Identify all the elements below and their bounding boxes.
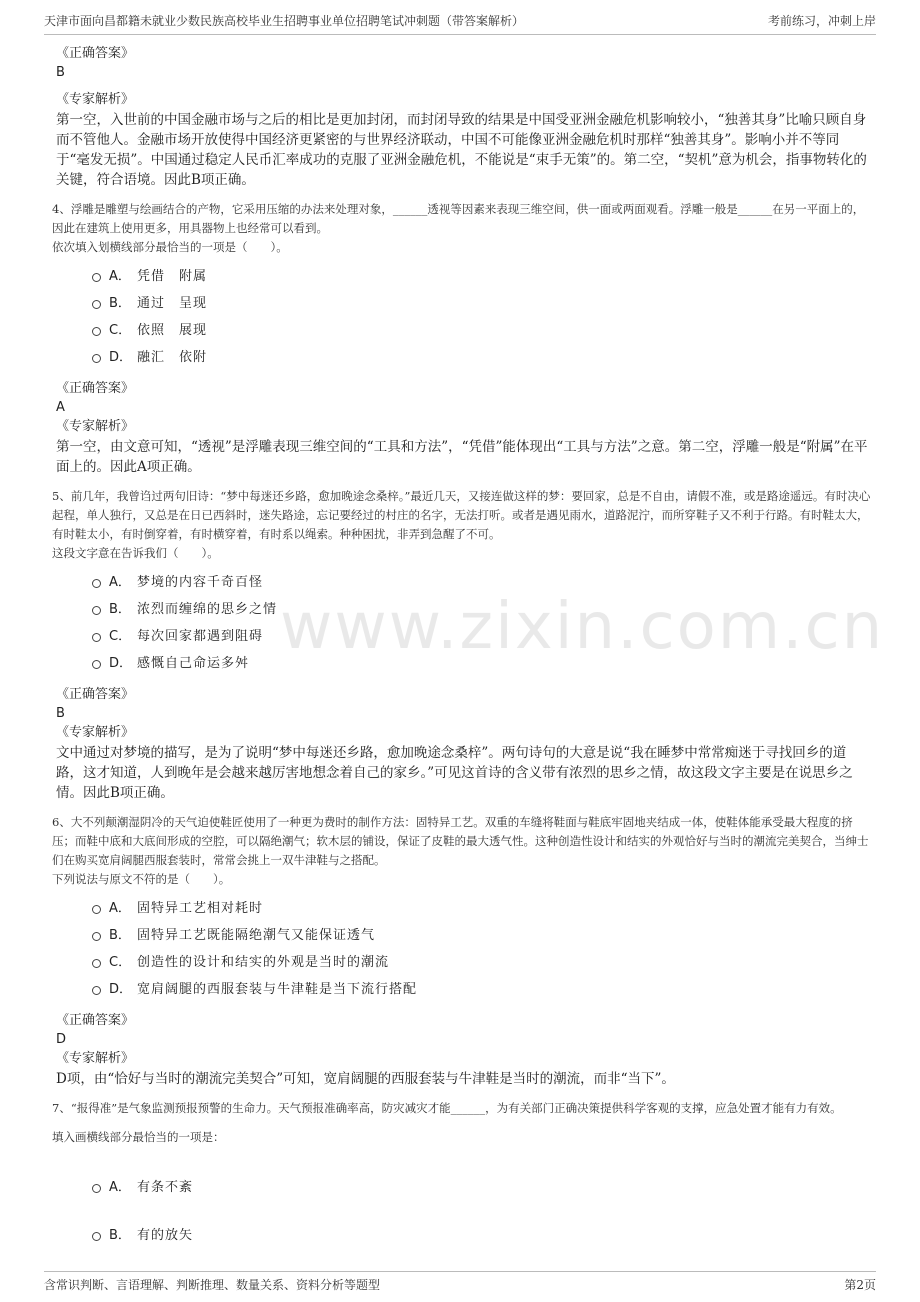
- question-prompt: 依次填入划横线部分最恰当的一项是（ ）。: [52, 240, 288, 254]
- radio-icon[interactable]: [92, 959, 101, 968]
- option-c[interactable]: C． 依照 展现: [92, 315, 872, 342]
- radio-icon[interactable]: [92, 273, 101, 282]
- explanation-text: 第一空，由文意可知，“透视”是浮雕表现三维空间的“工具和方法”，“凭借”能体现出“工具与方法”之意。第二空，浮雕一般是“附属”在平面上的。因此A项正确。: [56, 439, 868, 475]
- radio-icon[interactable]: [92, 633, 101, 642]
- answer-value: A: [56, 400, 65, 415]
- option-c[interactable]: C． 创造性的设计和结实的外观是当时的潮流: [92, 947, 872, 974]
- option-b[interactable]: B． 浓烈而缠绵的思乡之情: [92, 594, 872, 621]
- option-list: [92, 567, 872, 675]
- radio-icon[interactable]: [92, 986, 101, 995]
- radio-icon[interactable]: [92, 660, 101, 669]
- option-b[interactable]: B． 固特异工艺既能隔绝潮气又能保证透气: [92, 920, 872, 947]
- option-a[interactable]: A． 凭借 附属: [92, 261, 872, 288]
- option-a[interactable]: A． 梦境的内容千奇百怪: [92, 567, 872, 594]
- document-body: [52, 44, 872, 1253]
- option-list: [92, 261, 872, 369]
- answer-label: 《正确答案》: [56, 46, 135, 61]
- explanation-label: 《专家解析》: [56, 92, 135, 107]
- option-list: [92, 893, 872, 1001]
- radio-icon[interactable]: [92, 905, 101, 914]
- option-b[interactable]: B． 有的放矢: [92, 1213, 872, 1253]
- document-title: 天津市面向昌都籍未就业少数民族高校毕业生招聘事业单位招聘笔试冲刺题（带答案解析）: [44, 14, 525, 28]
- question-prompt: 填入画横线部分最恰当的一项是：: [52, 1130, 225, 1144]
- page-header: [44, 12, 876, 35]
- explanation-text: D项，由“恰好与当时的潮流完美契合”可知，宽肩阔腿的西服套装与牛津鞋是当时的潮流，而非“当下”。: [56, 1071, 675, 1087]
- option-d[interactable]: D． 融汇 依附: [92, 342, 872, 369]
- radio-icon[interactable]: [92, 1184, 101, 1193]
- option-b[interactable]: B． 通过 呈现: [92, 288, 872, 315]
- explanation-label: 《专家解析》: [56, 725, 135, 740]
- footer-question-types: 含常识判断、言语理解、判断推理、数量关系、资料分析等题型: [44, 1278, 381, 1292]
- question-stem: 6、大不列颠潮湿阴冷的天气迫使鞋匠使用了一种更为费时的制作方法：固特异工艺。双重的车缝将鞋面与鞋底牢固地夹结成一体，使鞋体能承受最大程度的挤压；而鞋中底和大底间形成的空腔，可以隔绝潮气；软木层的铺设，保证了皮鞋的最大透气性。这种创造性设计和结实的外观恰好与当时的潮流完美契合，当绅士们在购买宽肩阔腿西服套装时，常常会挑上一双牛津鞋与之搭配。: [52, 815, 869, 867]
- explanation-text: 第一空，入世前的中国金融市场与之后的相比是更加封闭，而封闭导致的结果是中国受亚洲金融危机影响较小，“独善其身”比喻只顾自身而不管他人。金融市场开放使得中国经济更紧密的与世界经济联动，中国不可能像亚洲金融危机时那样“独善其身”。影响小并不等同于“毫发无损”。中国通过稳定人民币汇率成功的克服了亚洲金融危机，不能说是“束手无策”的。第二空，“契机”意为机会，指事物转化的关键，符合语境。因此B项正确。: [56, 112, 867, 188]
- radio-icon[interactable]: [92, 327, 101, 336]
- radio-icon[interactable]: [92, 1232, 101, 1241]
- option-a[interactable]: A． 有条不紊: [92, 1157, 872, 1213]
- question-prompt: 下列说法与原文不符的是（ ）。: [52, 872, 231, 886]
- page-number: 第2页: [844, 1278, 876, 1292]
- answer-value: B: [56, 65, 65, 80]
- answer-value: B: [56, 706, 65, 721]
- radio-icon[interactable]: [92, 606, 101, 615]
- answer-label: 《正确答案》: [56, 687, 135, 702]
- watermark: www.zixin.com.cn: [280, 590, 885, 664]
- option-c[interactable]: C． 每次回家都遇到阻碍: [92, 621, 872, 648]
- explanation-label: 《专家解析》: [56, 1051, 135, 1066]
- option-d[interactable]: D． 感慨自己命运多舛: [92, 648, 872, 675]
- question-stem: 5、前几年，我曾诌过两句旧诗：“梦中每迷还乡路，愈加晚途念桑梓。”最近几天，又接连做这样的梦：要回家，总是不自由，请假不准，或是路途遥远。有时决心起程，单人独行，又总是在日已西斜时，迷失路途，忘记要经过的村庄的名字，无法打听。或者是遇见雨水，道路泥泞，而所穿鞋子又不利于行路。有时鞋太大，有时鞋太小，有时倒穿着，有时横穿着，有时系以绳索。种种困扰，非弄到急醒了不可。: [52, 489, 871, 541]
- option-a[interactable]: A． 固特异工艺相对耗时: [92, 893, 872, 920]
- explanation-text: 文中通过对梦境的描写，是为了说明“梦中每迷还乡路，愈加晚途念桑梓”。两句诗句的大意是说“我在睡梦中常常痴迷于寻找回乡的道路，这才知道，人到晚年是会越来越厉害地想念着自己的家乡。”可见这首诗的含义带有浓烈的思乡之情，故这段文字主要是在说思乡之情。因此B项正确。: [56, 745, 853, 801]
- answer-value: D: [56, 1032, 67, 1047]
- answer-label: 《正确答案》: [56, 1013, 135, 1028]
- radio-icon[interactable]: [92, 354, 101, 363]
- radio-icon[interactable]: [92, 579, 101, 588]
- option-list: [92, 1157, 872, 1253]
- answer-label: 《正确答案》: [56, 381, 135, 396]
- radio-icon[interactable]: [92, 300, 101, 309]
- page-footer: [44, 1271, 876, 1294]
- explanation-label: 《专家解析》: [56, 419, 135, 434]
- question-stem: 4、浮雕是雕塑与绘画结合的产物，它采用压缩的办法来处理对象，______透视等因素来表现三维空间，供一面或两面观看。浮雕一般是______在另一平面上的，因此在建筑上使用更多，用具器物上也经常可以看到。: [52, 202, 865, 235]
- question-prompt: 这段文字意在告诉我们（ ）。: [52, 546, 219, 560]
- radio-icon[interactable]: [92, 932, 101, 941]
- question-stem: 7、“报得准”是气象监测预报预警的生命力。天气预报准确率高，防灾减灾才能______，为有关部门正确决策提供科学客观的支撑，应急处置才能有力有效。: [52, 1101, 842, 1115]
- option-d[interactable]: D． 宽肩阔腿的西服套装与牛津鞋是当下流行搭配: [92, 974, 872, 1001]
- header-slogan: 考前练习，冲刺上岸: [767, 14, 876, 28]
